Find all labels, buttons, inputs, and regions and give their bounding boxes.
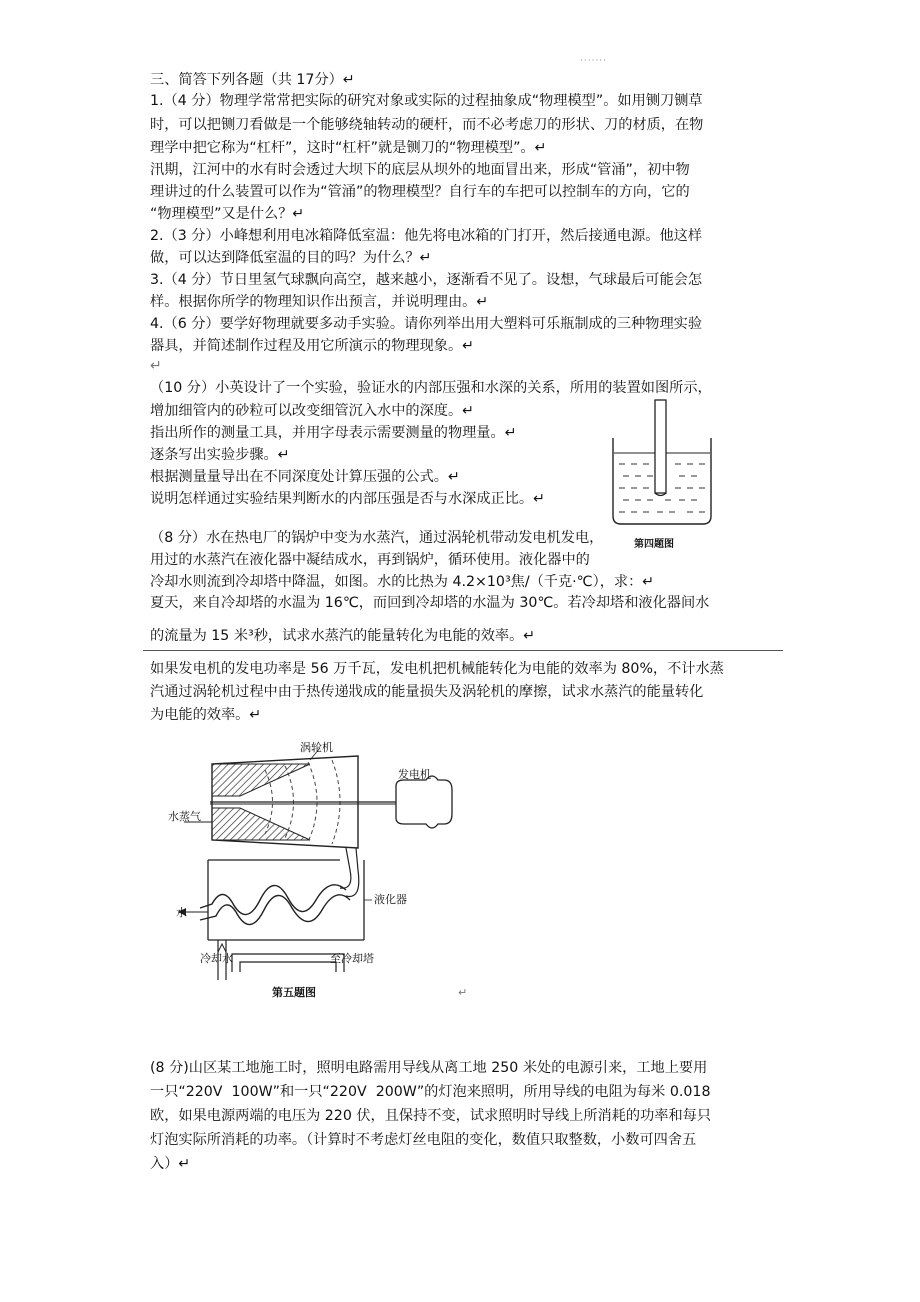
section-title: 三、简答下列各题（共 17分）↵ — [150, 72, 355, 88]
q1-line: “物理模型”又是什么？↵ — [150, 206, 305, 222]
page-header-mark: ······· — [580, 56, 608, 66]
q1-line: 1.（4 分）物理学常常把实际的研究对象或实际的过程抽象成“物理模型”。如用铡刀铡草 — [150, 93, 703, 109]
q3-line: 3.（4 分）节日里氢气球飘向高空，越来越小，逐渐看不见了。设想，气球最后可能会怎 — [150, 272, 703, 288]
q4-line: ↵ — [150, 358, 162, 374]
q5-line: （10 分）小英设计了一个实验，验证水的内部压强和水深的关系，所用的装置如图所示， — [150, 380, 712, 396]
q7-line: 一只“220V 100W”和一只“220V 200W”的灯泡来照明，所用导线的电阻为每米 0.018 — [150, 1084, 711, 1100]
q4-line: 器具，并简述制作过程及用它所演示的物理现象。↵ — [150, 338, 475, 354]
section-divider — [143, 650, 783, 651]
fig5-label-cooling-water: 冷却水 — [200, 952, 233, 965]
q5-line: 指出所作的测量工具，并用字母表示需要测量的物理量。↵ — [150, 425, 517, 441]
q1-line: 时，可以把铡刀看做是一个能够绕轴转动的硬杆，而不必考虑刀的形状、刀的材质，在物 — [150, 117, 704, 133]
fig5-label-water: 水 — [176, 906, 187, 919]
q6-line: （8 分）水在热电厂的锅炉中变为水蒸汽，通过涡轮机带动发电机发电， — [150, 530, 604, 546]
figure-4-caption: 第四题图 — [634, 539, 674, 550]
q1-line: 理学中把它称为“杠杆”，这时“杠杆”就是铡刀的“物理模型”。↵ — [150, 140, 547, 156]
q6b-line: 如果发电机的发电功率是 56 万千瓦，发电机把机械能转化为电能的效率为 80%，不计水蒸 — [150, 661, 724, 677]
q7-line: 入）↵ — [150, 1156, 191, 1172]
q5-line: 根据测量量导出在不同深度处计算压强的公式。↵ — [150, 469, 460, 485]
q2-line: 2.（3 分）小峰想利用电冰箱降低室温：他先将电冰箱的门打开，然后接通电源。他这样 — [150, 228, 703, 244]
q7-line: 灯泡实际所消耗的功率。（计算时不考虑灯丝电阻的变化，数值只取整数，小数可四舍五 — [150, 1132, 697, 1148]
q7-line: 欧，如果电源两端的电压为 220 伏，且保持不变，试求照明时导线上所消耗的功率和每只 — [150, 1108, 712, 1124]
q5-line: 逐条写出实验步骤。↵ — [150, 447, 290, 463]
q6b-line: 汽通过涡轮机过程中由于热传递戕成的能量损失及涡轮机的摩擦，试求水蒸汽的能量转化 — [150, 684, 704, 700]
q1-line: 理讲过的什么装置可以作为“管涌”的物理模型？自行车的车把可以控制车的方向，它的 — [150, 184, 690, 200]
figure-5-mark: ↵ — [458, 986, 468, 999]
q3-line: 样。根据你所学的物理知识作出预言，并说明理由。↵ — [150, 294, 489, 310]
q6-line: 的流量为 15 米³秒，试求水蒸汽的能量转化为电能的效率。↵ — [150, 628, 536, 644]
fig5-label-steam: 水蒸气 — [168, 810, 201, 823]
fig5-label-to-tower: 至冷却塔 — [330, 952, 374, 965]
fig5-label-condenser: 液化器 — [374, 893, 407, 906]
q1-line: 汛期，江河中的水有时会透过大坝下的底层从坝外的地面冒出来，形成“管涌”，初中物 — [150, 162, 690, 178]
q6-line: 冷却水则流到冷却塔中降温，如图。水的比热为 4.2×10³焦/（千克·℃），求：↵ — [150, 574, 655, 590]
q5-line: 增加细管内的砂粒可以改变细管沉入水中的深度。↵ — [150, 403, 475, 419]
q4-line: 4.（6 分）要学好物理就要多动手实验。请你列举出用大塑料可乐瓶制成的三种物理实验 — [150, 316, 703, 332]
q7-line: (8 分)山区某工地施工时，照明电路需用导线从离工地 250 米处的电源引来，工地上要用 — [150, 1060, 708, 1076]
figure-4-beaker-diagram — [605, 398, 715, 558]
q6-line: 夏天，来自冷却塔的水温为 16℃，而回到冷却塔的水温为 30℃。若冷却塔和液化器间水 — [150, 595, 710, 611]
q2-line: 做，可以达到降低室温的目的吗？为什么？↵ — [150, 250, 432, 266]
q6-line: 用过的水蒸汽在液化器中凝结成水，再到锅炉，循环使用。液化器中的 — [150, 552, 590, 568]
figure-5-power-plant-diagram — [160, 740, 490, 1010]
fig5-label-turbine: 涡轮机 — [300, 741, 333, 754]
q6b-line: 为电能的效率。↵ — [150, 707, 262, 723]
q5-line: 说明怎样通过实验结果判断水的内部压强是否与水深成正比。↵ — [150, 491, 545, 507]
figure-5-caption: 第五题图 — [272, 986, 316, 999]
fig5-label-generator: 发电机 — [398, 768, 431, 781]
